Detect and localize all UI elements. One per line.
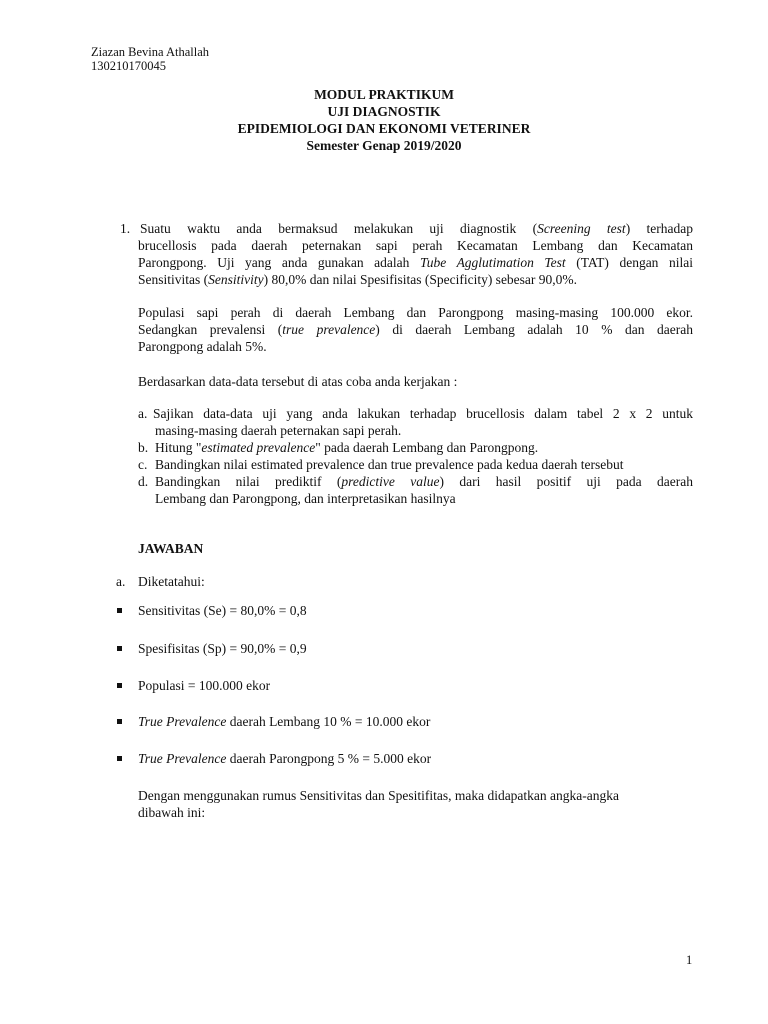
question-p2-line2: Sedangkan prevalensi (true prevalence) di daerah Lembang adalah 10 % dan daerah [138,322,693,337]
question-p1-line2: brucellosis pada daerah peternakan sapi perah Kecamatan Lembang dan Kecamatan [138,238,693,253]
title-course: EPIDEMIOLOGI DAN EKONOMI VETERINER [237,121,531,136]
answer-a-text: Diketatahui: [138,574,205,589]
author-name: Ziazan Bevina Athallah [91,45,210,59]
bullet-marker [117,719,122,724]
answer-tp-parongpong: True Prevalence daerah Parongpong 5 % = 5.000 ekor [138,751,432,766]
question-p1-line1: Suatu waktu anda bermaksud melakukan uji diagnostik (Screening test) terhadap [140,221,694,236]
task-d-line2: Lembang dan Parongpong, dan interpretasikan hasilnya [155,491,456,506]
task-c-label: c. [138,457,148,472]
title-uji: UJI DIAGNOSTIK [327,104,441,119]
bullet-marker [117,756,122,761]
answer-tp-lembang: True Prevalence daerah Lembang 10 % = 10.000 ekor [138,714,431,729]
task-a-line1: Sajikan data-data uji yang anda lakukan terhadap brucellosis dalam tabel 2 x 2 untuk [153,406,693,421]
task-d-label: d. [138,474,149,489]
title-semester: Semester Genap 2019/2020 [306,138,462,153]
title-modul: MODUL PRAKTIKUM [314,87,454,102]
author-nim: 130210170045 [91,59,166,73]
question-p2-line1: Populasi sapi perah di daerah Lembang dan Parongpong masing-masing 100.000 ekor. [138,305,693,320]
answer-populasi: Populasi = 100.000 ekor [138,678,271,693]
question-p3: Berdasarkan data-data tersebut di atas coba anda kerjakan : [138,374,458,389]
task-c-line: Bandingkan nilai estimated prevalence dan true prevalence pada kedua daerah tersebut [155,457,624,472]
question-p1-line4: Sensitivitas (Sensitivity) 80,0% dan nilai Spesifisitas (Specificity) sebesar 90,0%. [138,272,578,287]
answer-title: JAWABAN [138,541,204,556]
answer-sensitivitas: Sensitivitas (Se) = 80,0% = 0,8 [138,603,307,618]
task-b-label: b. [138,440,149,455]
task-b-line: Hitung "estimated prevalence" pada daerah Lembang dan Parongpong. [155,440,539,455]
question-p2-line3: Parongpong adalah 5%. [138,339,267,354]
task-a-label: a. [138,406,148,421]
answer-closing-line1: Dengan menggunakan rumus Sensitivitas dan Spesitifitas, maka didapatkan angka-angka [138,788,620,803]
question-number: 1. [120,221,131,236]
answer-closing-line2: dibawah ini: [138,805,206,820]
bullet-marker [117,646,122,651]
bullet-marker [117,683,122,688]
answer-a-label: a. [116,574,126,589]
task-a-line2: masing-masing daerah peternakan sapi perah. [155,423,402,438]
bullet-marker [117,608,122,613]
answer-spesifisitas: Spesifisitas (Sp) = 90,0% = 0,9 [138,641,307,656]
task-d-line1: Bandingkan nilai prediktif (predictive value) dari hasil positif uji pada daerah [155,474,693,489]
page-number: 1 [686,953,693,967]
question-p1-line3: Parongpong. Uji yang anda gunakan adalah Tube Agglutimation Test (TAT) dengan nilai [138,255,693,270]
